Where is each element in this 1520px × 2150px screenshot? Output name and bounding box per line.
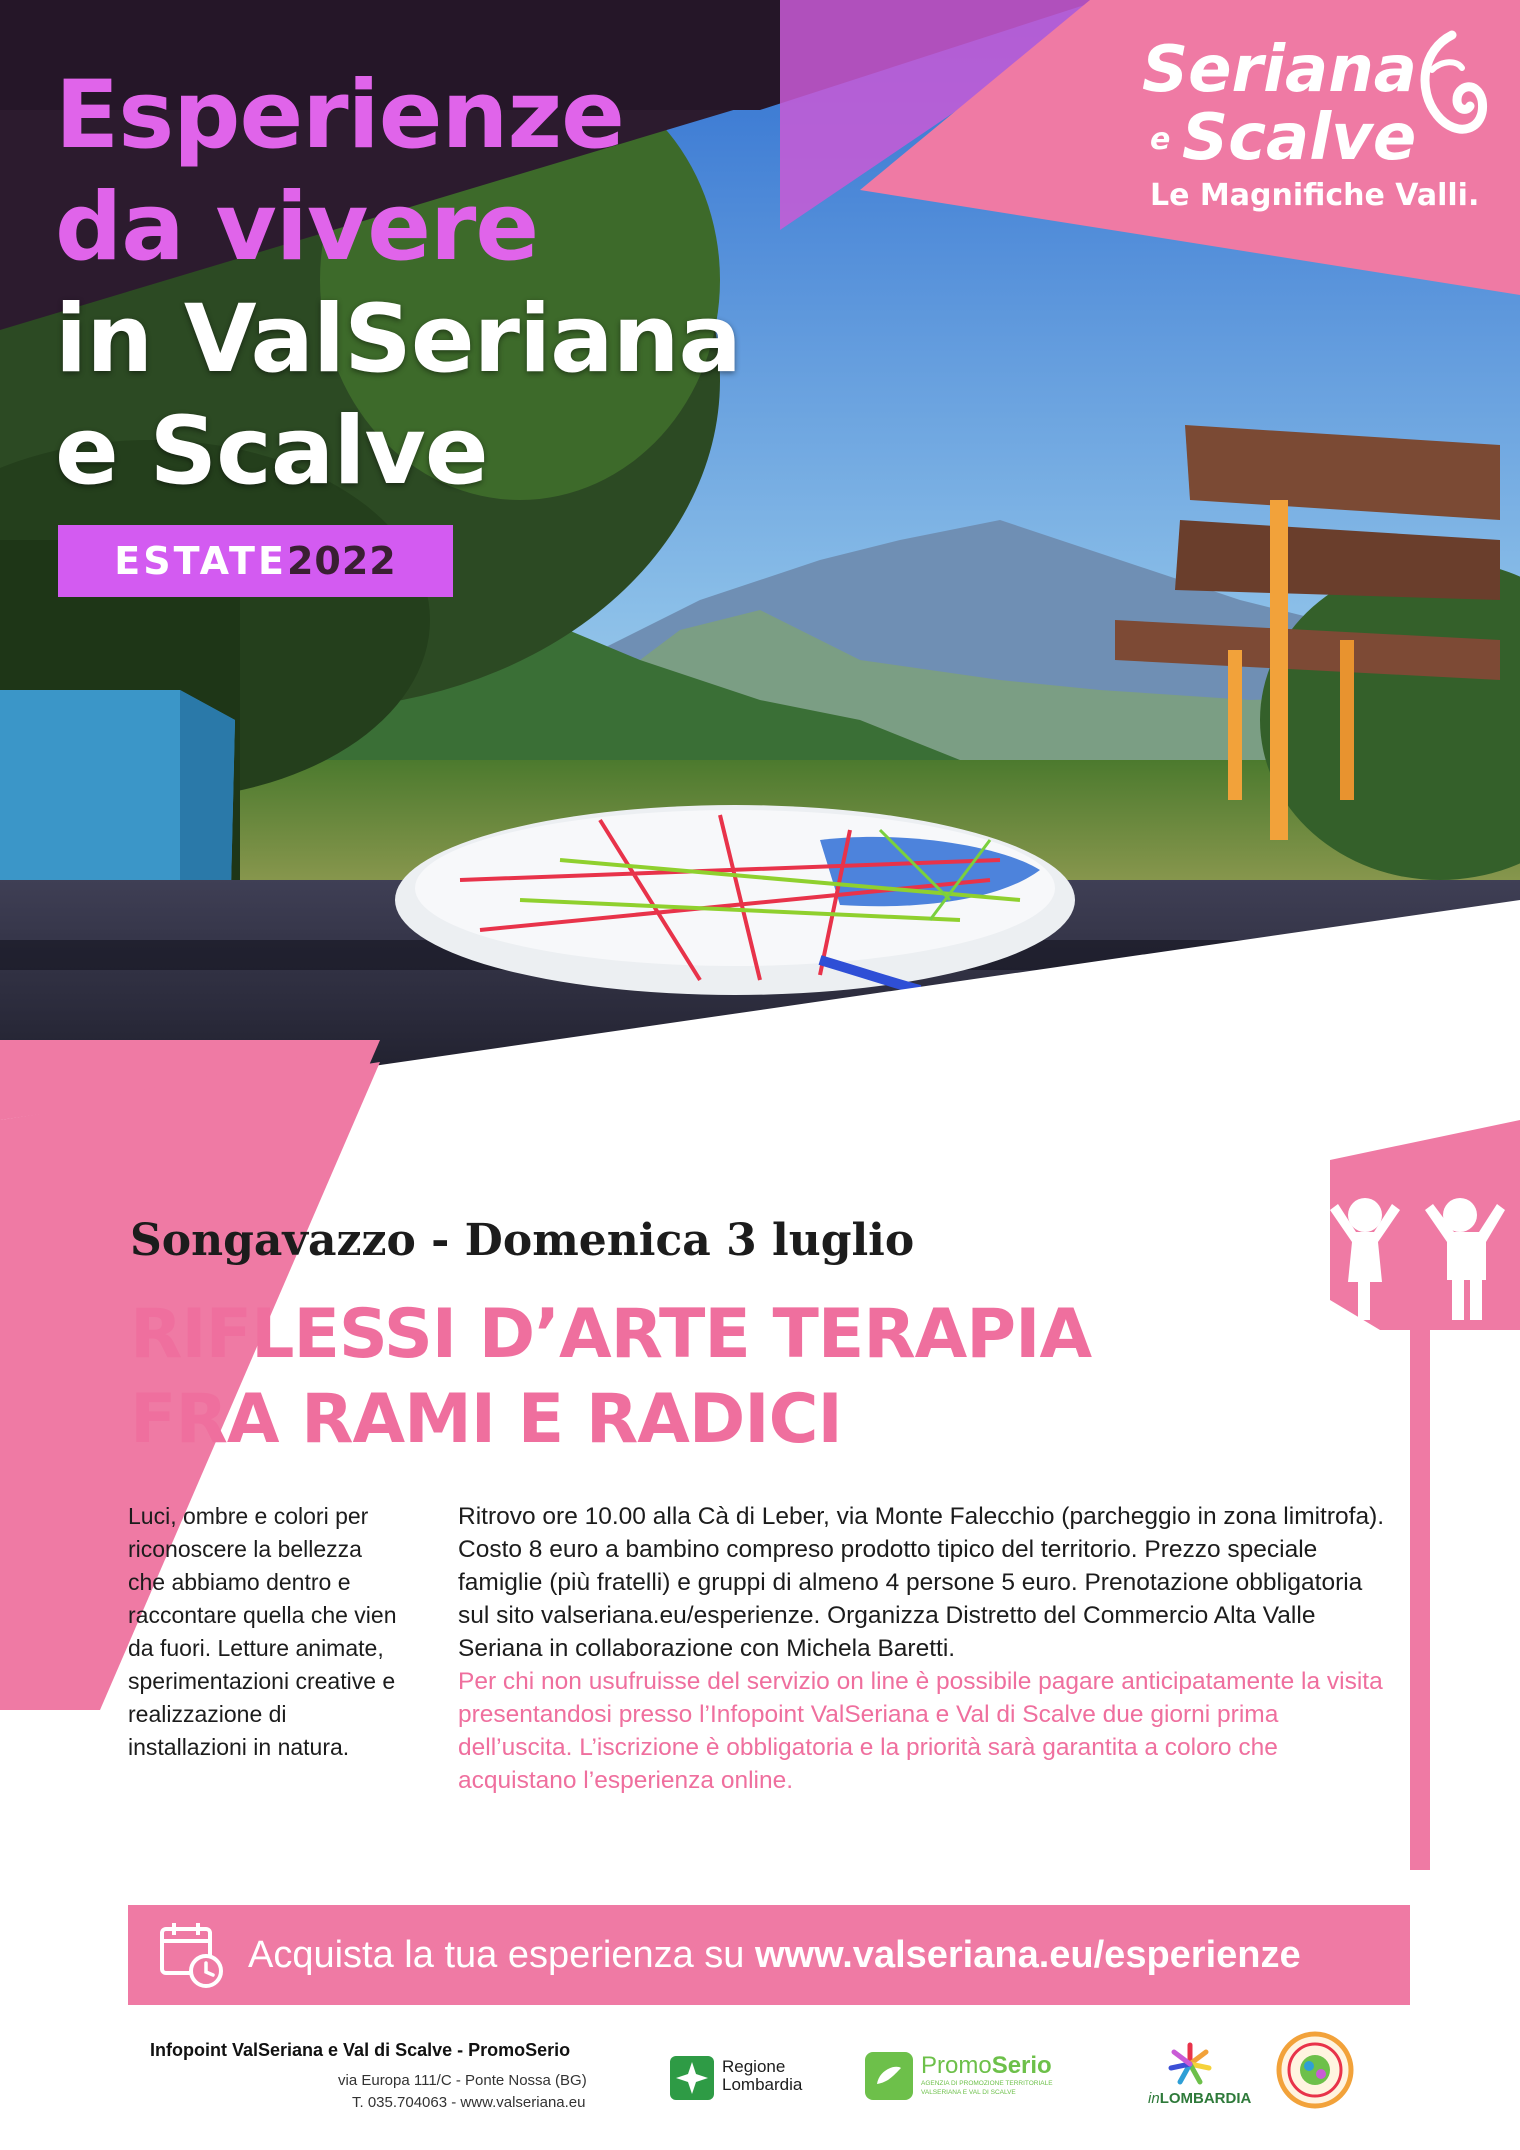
event-intro: Luci, ombre e colori per riconoscere la bellezza che abbiamo dentro e raccontare quella che vien da fuori. Letture animate, sperimentazioni creative e realizzazione di installazioni in natura. [128, 1503, 397, 1760]
title-line-4: e Scalve [55, 397, 488, 506]
calendar-clock-icon [156, 1919, 228, 1991]
inlombardia-star-icon [1168, 2042, 1212, 2086]
event-details-text: Ritrovo ore 10.00 alla Cà di Leber, via Monte Falecchio (parcheggio in zona limitrofa). Costo 8 euro a bambino compreso prodotto tipico del territorio. Prezzo speciale famiglie (più fratelli) e gruppi di almeno 4 persone 5 euro. Prenotazione obbligatoria sul sito valseriana.eu/esperienze. Organizza Distretto del Commercio Alta Valle Seriana in collaborazione con Michela Baretti. [458, 1503, 1385, 1662]
promoserio-name [921, 2052, 1052, 2080]
logo-word-scalve: Scalve [1182, 101, 1417, 175]
footer-contact: T. 035.704063 - www.valseriana.eu [352, 2094, 586, 2111]
season-badge [58, 525, 453, 597]
kids-icon [1300, 1170, 1520, 1390]
regione-label-2: Lombardia [722, 2075, 803, 2094]
footer-org-name: Infopoint ValSeriana e Val di Scalve - PromoSerio [150, 2040, 571, 2060]
title-line-3: in ValSeriana [55, 285, 741, 394]
footer-address: via Europa 111/C - Ponte Nossa (BG) [338, 2072, 587, 2089]
title-line-2: da vivere [55, 173, 539, 282]
cta-prefix: Acquista la tua esperienza su [248, 1933, 755, 1976]
event-title-line-2: FRA RAMI E RADICI [130, 1380, 842, 1459]
season-label: ESTATE [114, 539, 287, 583]
event-title-line-1: RIFLESSI D’ARTE TERAPIA [130, 1295, 1092, 1374]
distretto-commercio-seal [1275, 2030, 1355, 2110]
inlombardia-word: LOMBARDIA [1159, 2090, 1252, 2107]
cta-text [248, 1934, 1301, 1977]
inlombardia-label [1148, 2090, 1251, 2107]
event-details-note: Per chi non usufruisse del servizio on line è possibile pagare anticipatamente la visita presentandosi presso l’Infopoint ValSeriana e Val di Scalve due giorni prima dell’uscita. L’iscrizione è obbligatoria e la priorità sarà garantita a coloro che acquistano l’esperienza online. [458, 1668, 1383, 1794]
promoserio-sub-2: VALSERIANA E VAL DI SCALVE [921, 2089, 1016, 2096]
inlombardia-logo [1140, 2042, 1252, 2112]
regione-lombardia-icon [670, 2056, 714, 2100]
brand-logo [1130, 30, 1490, 230]
inlombardia-in: in [1148, 2090, 1160, 2107]
promoserio-name-a: Promo [921, 2052, 992, 2079]
season-year: 2022 [286, 539, 397, 583]
regione-label-1: Regione [722, 2057, 786, 2076]
moon-swirl-icon [1412, 30, 1492, 170]
title-line-1: Esperienze [55, 61, 624, 170]
logo-word-seriana: Seriana [1142, 33, 1417, 107]
cta-url-link[interactable]: www.valseriana.eu/esperienze [754, 1933, 1301, 1976]
hero-title [55, 60, 741, 508]
cta-banner[interactable] [128, 1905, 1410, 2005]
promoserio-icon [865, 2052, 913, 2100]
promoserio-sub-1: AGENZIA DI PROMOZIONE TERRITORIALE [921, 2080, 1053, 2087]
logo-tagline: Le Magnifiche Valli. [1150, 178, 1480, 213]
regione-lombardia-logo [670, 2052, 830, 2102]
logo-conjunction: e [1150, 122, 1171, 157]
promoserio-logo [865, 2050, 1075, 2106]
promoserio-name-b: Serio [991, 2052, 1052, 2079]
event-place-date: Songavazzo - Domenica 3 luglio [130, 1215, 915, 1266]
event-details [458, 1500, 1398, 1797]
